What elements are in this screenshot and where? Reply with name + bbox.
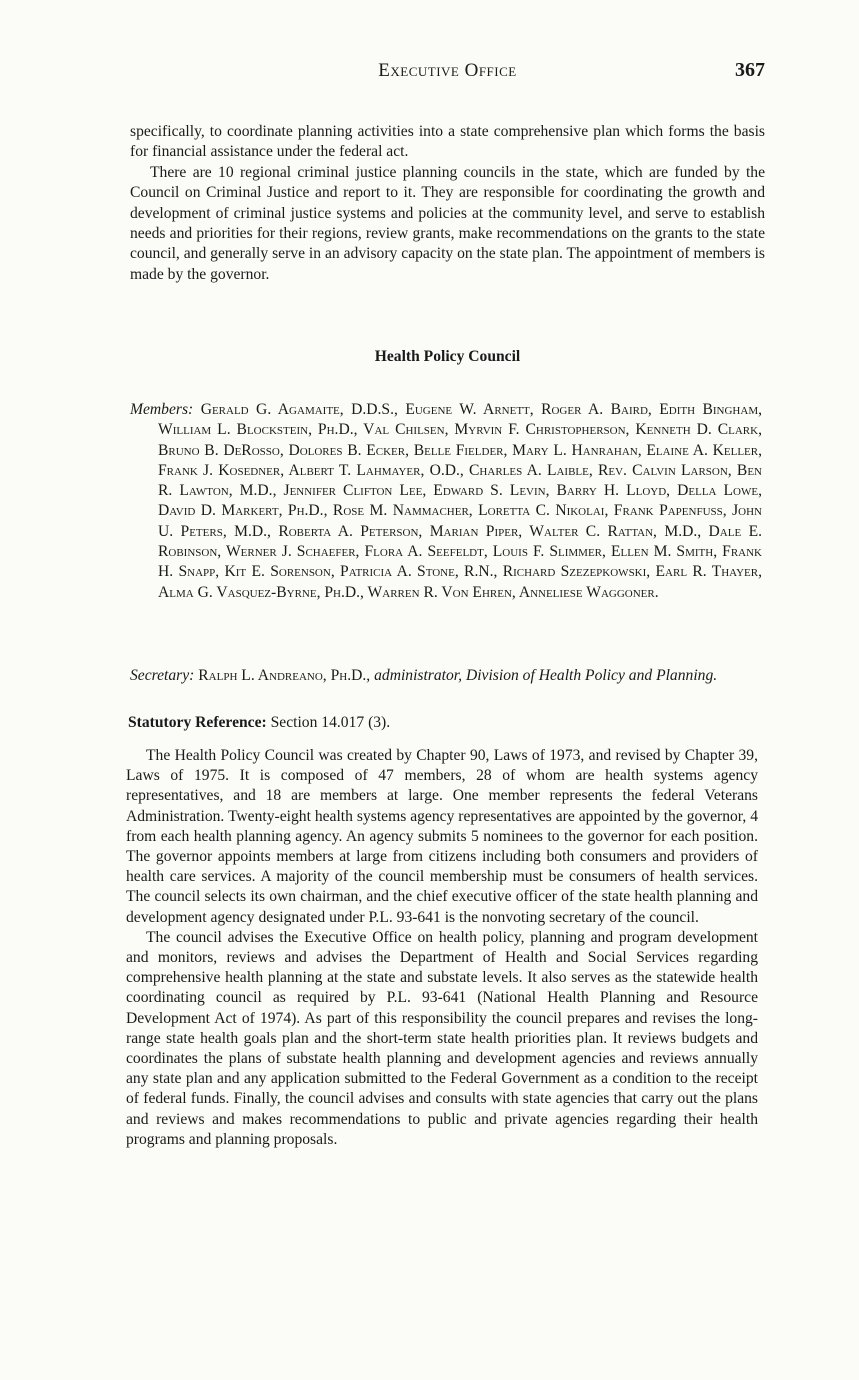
page-number: 367 [735, 59, 765, 81]
secretary-name: Ralph L. Andreano, Ph.D., [198, 667, 371, 684]
members-label: Members: [130, 401, 194, 418]
statutory-value: Section 14.017 (3). [270, 714, 391, 731]
secretary-label: Secretary: [130, 667, 195, 684]
description-paragraph-2: The council advises the Executive Office on health policy, planning and program development and monitors, reviews and advises the Department of Health and Social Services regarding comprehensive health planning at the state and substate levels. It also serves as the statewide health coordinating council as required by P.L. 93-641 (National Health Planning and Resource Development Act of 1974). As part of this responsibility the council prepares and revises the long-range state health goals plan and the short-term state health priorities plan. It reviews budgets and coordinates the plans of substate health planning and development agencies and reviews annually any state plan and any application submitted to the Federal Government as a condition to the receipt of federal funds. Finally, the council advises and consults with state agencies that carry out the plans and reviews and makes recommendations to public and private agencies regarding their health programs and planning proposals. [126, 928, 758, 1148]
running-head: Executive Office [378, 60, 517, 81]
page-header [130, 60, 765, 90]
description-paragraph-1: The Health Policy Council was created by Chapter 90, Laws of 1973, and revised by Chapter 39, Laws of 1975. It is composed of 47 members, 28 of whom are health systems agency representatives, and 18 are members at large. One member represents the federal Veterans Administration. Twenty-eight health systems agency representatives are appointed by the governor, 4 from each health planning agency. An agency submits 5 nominees to the governor for each position. The governor appoints members at large from citizens including both consumers and providers of health care services. A majority of the council membership must be consumers of health services. The council selects its own chairman, and the chief executive officer of the state health planning and development agency designated under P.L. 93-641 is the nonvoting secretary of the council. [126, 747, 758, 926]
secretary-title: administrator, Division of Health Policy and Planning. [374, 667, 718, 684]
members-block [130, 400, 762, 603]
secretary-block [130, 666, 762, 686]
intro-paragraph-2: There are 10 regional criminal justice planning councils in the state, which are funded by the Council on Criminal Justice and report to it. They are responsible for coordinating the growth and development of criminal justice systems and policies at the community level, and serve to establish needs and priorities for their regions, review grants, make recommendations on the grants to the state council, and generally serve in an advisory capacity on the state plan. The appointment of members is made by the governor. [130, 163, 765, 283]
intro-text [130, 122, 765, 285]
council-description [126, 746, 758, 1150]
secretary-entry [130, 666, 762, 686]
statutory-label: Statutory Reference: [128, 714, 267, 731]
section-title: Health Policy Council [374, 348, 521, 365]
statutory-reference [128, 714, 763, 732]
intro-paragraph-1: specifically, to coordinate planning activities into a state comprehensive plan which forms the basis for financial assistance under the federal act. [130, 123, 765, 161]
members-entry [130, 400, 762, 603]
members-list: Gerald G. Agamaite, D.D.S., Eugene W. Arnett, Roger A. Baird, Edith Bingham, William L. Blockstein, Ph.D., Val Chilsen, Myrvin F. Christopherson, Kenneth D. Clark, Bruno B. DeRosso, Dolores B. Ecker, Belle Fielder, Mary L. Hanrahan, Elaine A. Keller, Frank J. Kosedner, Albert T. Lahmayer, O.D., Charles A. Laible, Rev. Calvin Larson, Ben R. Lawton, M.D., Jennifer Clifton Lee, Edward S. Levin, Barry H. Lloyd, Della Lowe, David D. Markert, Ph.D., Rose M. Nammacher, Loretta C. Nikolai, Frank Papenfuss, John U. Peters, M.D., Roberta A. Peterson, Marian Piper, Walter C. Rattan, M.D., Dale E. Robinson, Werner J. Schaefer, Flora A. Seefeldt, Louis F. Slimmer, Ellen M. Smith, Frank H. Snapp, Kit E. Sorenson, Patricia A. Stone, R.N., Richard Szezepkowski, Earl R. Thayer, Alma G. Vasquez-Byrne, Ph.D., Warren R. Von Ehren, Anneliese Waggoner. [158, 401, 762, 601]
